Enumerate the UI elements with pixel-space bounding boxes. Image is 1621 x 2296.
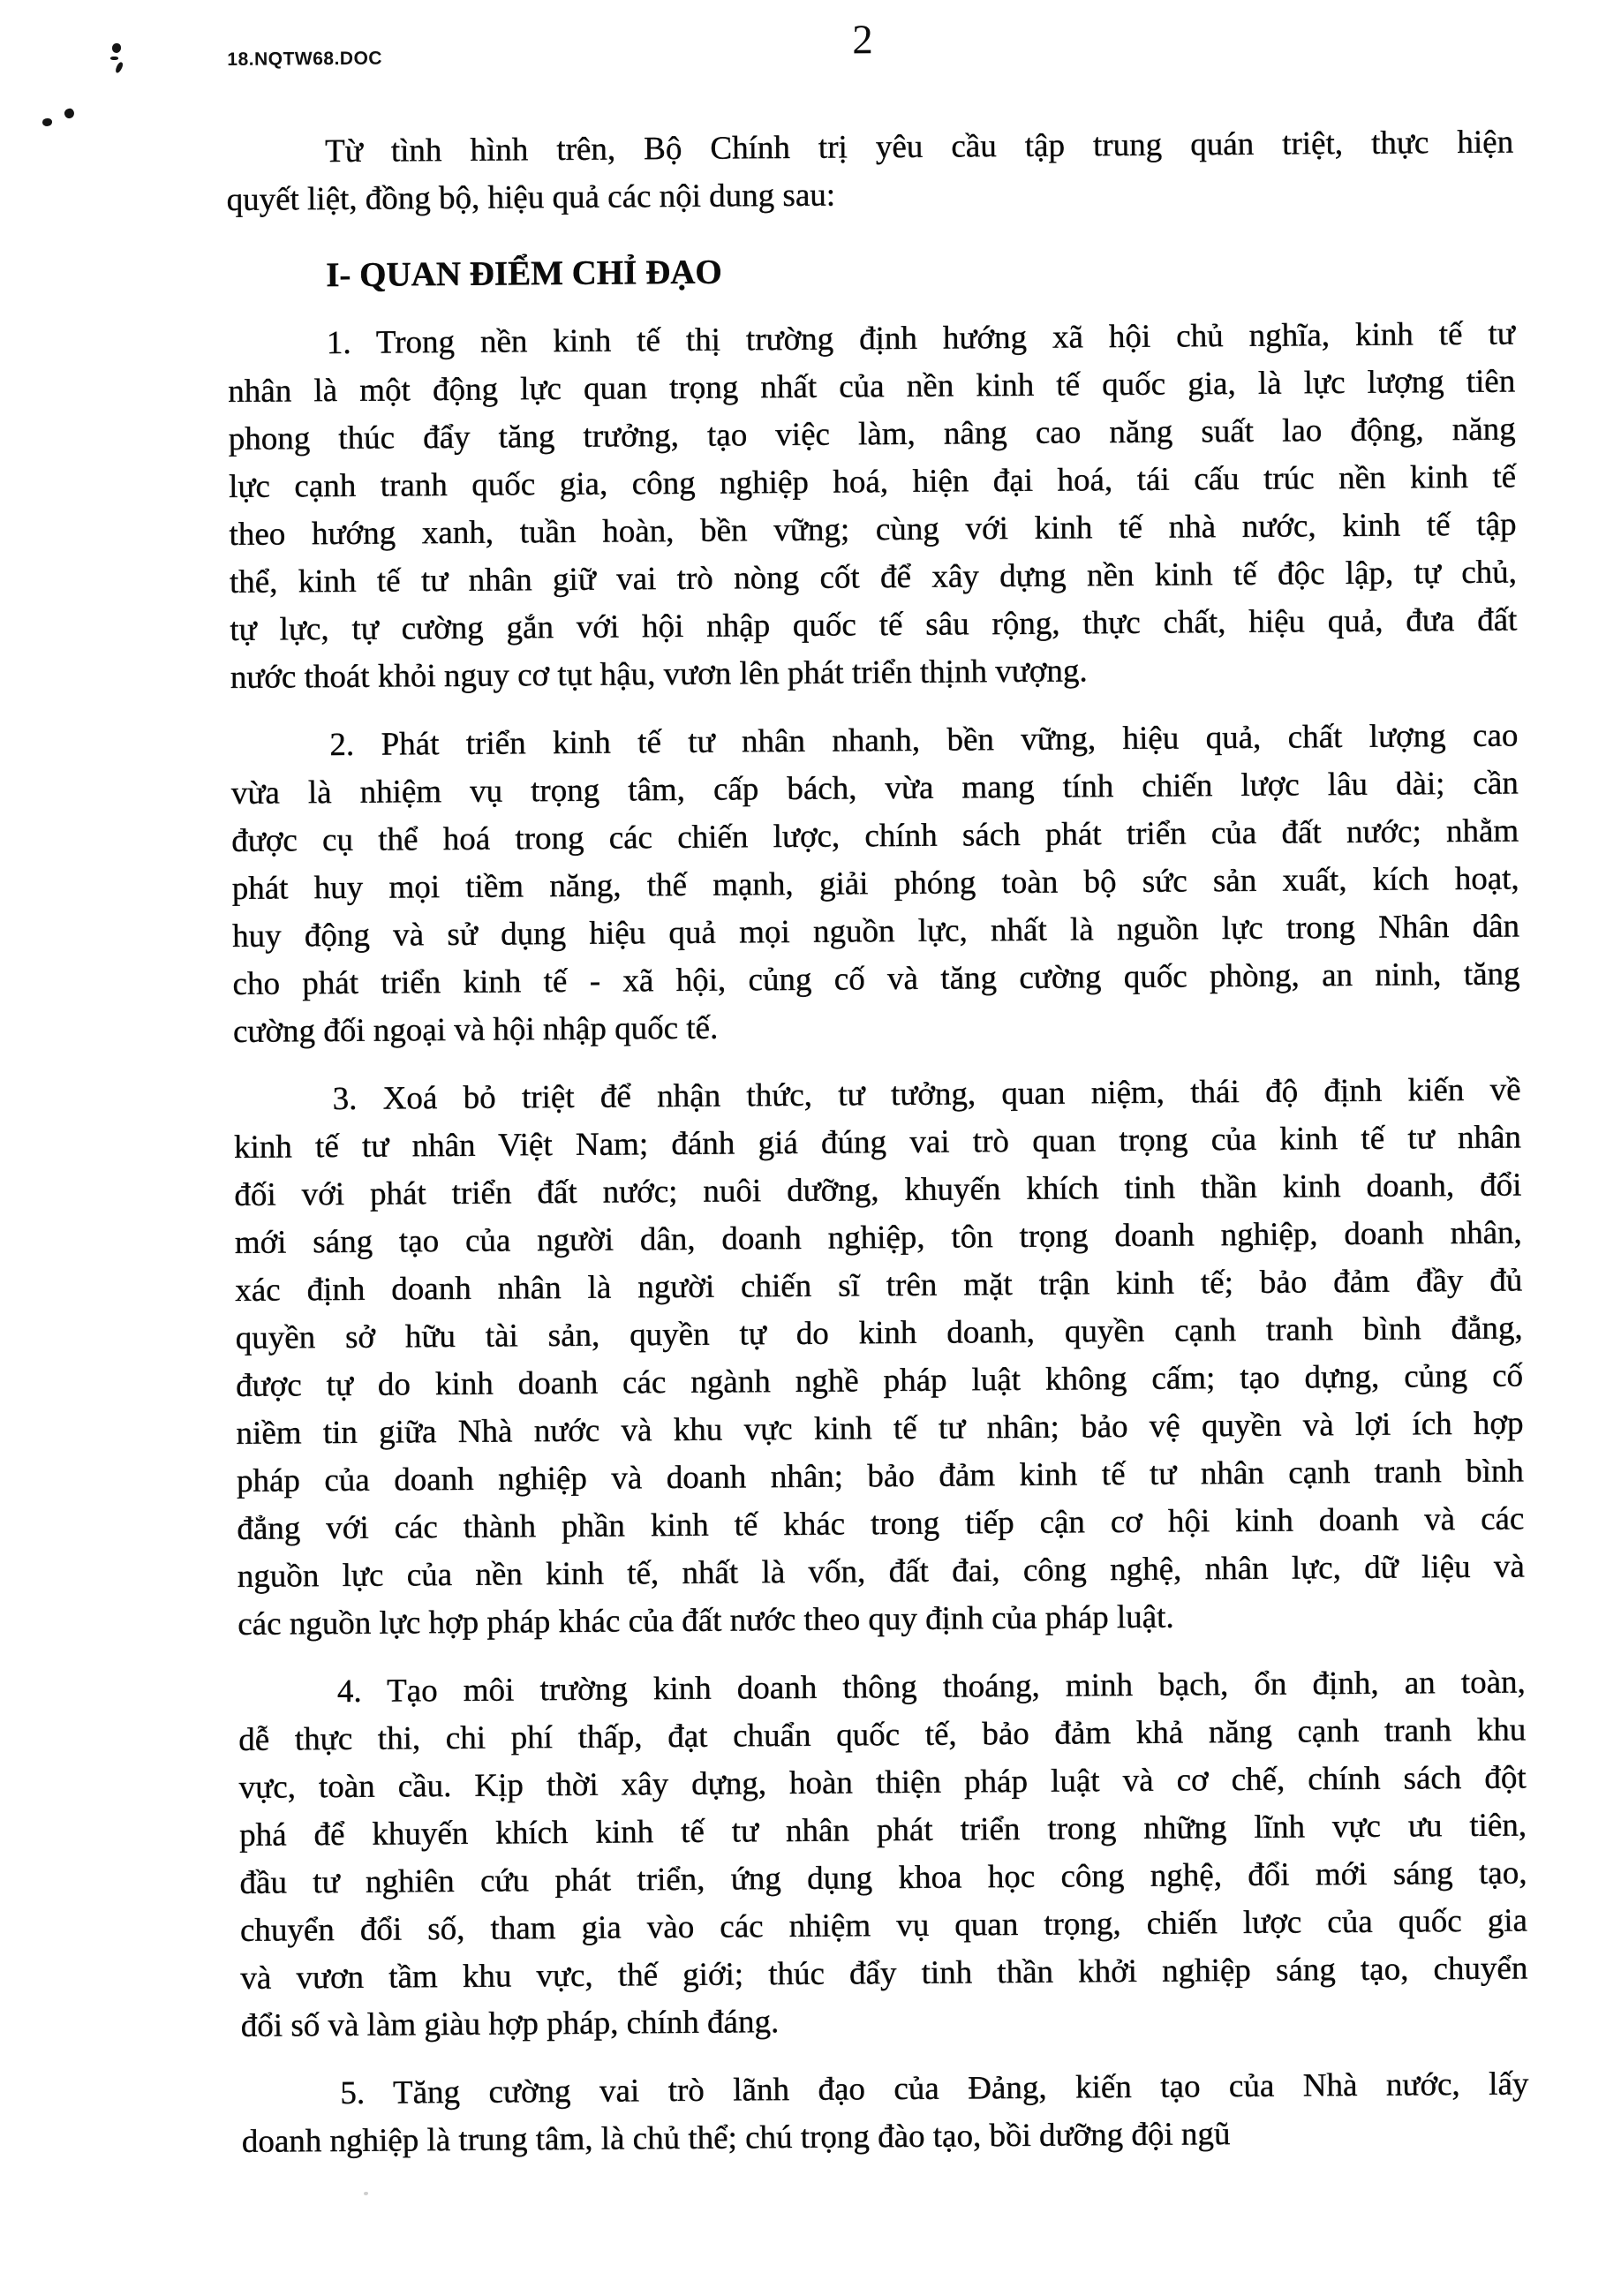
- text-line: đổi số và làm giàu hợp pháp, chính đáng.: [240, 2004, 780, 2044]
- paragraph-2: [230, 713, 1520, 1056]
- text-line: 1. Trong nền kinh tế thị trường định hướng xã hội chủ nghĩa, kinh tế tư: [326, 315, 1515, 362]
- text-line: quyết liệt, đồng bộ, hiệu quả các nội dung sau:: [226, 177, 836, 218]
- text-line: vừa là nhiệm vụ trọng tâm, cấp bách, vừa mang tính chiến lược lâu dài; cần: [230, 765, 1519, 812]
- text-line: huy động và sử dụng hiệu quả mọi nguồn lực, nhất là nguồn lực trong Nhân dân: [231, 908, 1520, 955]
- text-line: 5. Tăng cường vai trò lãnh đạo của Đảng, kiến tạo của Nhà nước, lấy: [340, 2066, 1529, 2112]
- text-line: lực cạnh tranh quốc gia, công nghiệp hoá, hiện đại hoá, tái cấu trúc nền kinh tế: [228, 458, 1517, 505]
- text-line: chuyển đổi số, tham gia vào các nhiệm vụ quan trọng, chiến lược của quốc gia: [239, 1902, 1528, 1949]
- text-line: niềm tin giữa Nhà nước và khu vực kinh tế tư nhân; bảo vệ quyền và lợi ích hợp: [236, 1405, 1524, 1452]
- text-line: mới sáng tạo của người dân, doanh nghiệp, tôn trọng doanh nghiệp, doanh nhân,: [234, 1214, 1522, 1261]
- text-line: nhân là một động lực quan trọng nhất của nền kinh tế quốc gia, là lực lượng tiên: [228, 363, 1516, 410]
- text-line: thể, kinh tế tư nhân giữ vai trò nòng cốt để xây dựng nền kinh tế độc lập, tự chủ,: [229, 554, 1518, 600]
- text-line: dễ thực thi, chi phí thấp, đạt chuẩn quốc tế, bảo đảm khả năng cạnh tranh khu: [238, 1711, 1527, 1758]
- document-filename: 18.NQTW68.DOC: [227, 48, 383, 70]
- text-line: doanh nghiệp là trung tâm, là chủ thể; chú trọng đào tạo, bồi dưỡng đội ngũ: [241, 2116, 1231, 2160]
- text-line: cường đối ngoại và hội nhập quốc tế.: [232, 1009, 719, 1050]
- text-line: đẳng với các thành phần kinh tế khác trong tiếp cận cơ hội kinh doanh và các: [237, 1500, 1525, 1547]
- text-line: được cụ thể hoá trong các chiến lược, chính sách phát triển của đất nước; nhằm: [231, 812, 1519, 859]
- text-line: Từ tình hình trên, Bộ Chính trị yêu cầu tập trung quán triệt, thực hiện: [325, 124, 1514, 170]
- text-line: theo hướng xanh, tuần hoàn, bền vững; cùng với kinh tế nhà nước, kinh tế tập: [229, 506, 1517, 553]
- text-line: tự lực, tự cường gắn với hội nhập quốc tế sâu rộng, thực chất, hiệu quả, đưa đất: [230, 601, 1518, 648]
- text-line: đối với phát triển đất nước; nuôi dưỡng, khuyến khích tinh thần kinh doanh, đổi: [234, 1167, 1522, 1213]
- paragraph-3: [233, 1067, 1525, 1649]
- text-line: phá để khuyến khích kinh tế tư nhân phát triển trong những lĩnh vực ưu tiên,: [238, 1807, 1527, 1854]
- intro-paragraph: [226, 119, 1514, 224]
- page-number: 2: [851, 17, 873, 64]
- text-line: các nguồn lực hợp pháp khác của đất nước theo quy định của pháp luật.: [237, 1598, 1174, 1643]
- text-line: quyền sở hữu tài sản, quyền tự do kinh doanh, quyền cạnh tranh bình đẳng,: [235, 1310, 1523, 1356]
- text-line: 4. Tạo môi trường kinh doanh thông thoáng, minh bạch, ổn định, an toàn,: [336, 1664, 1526, 1711]
- text-line: được tự do kinh doanh các ngành nghề pháp luật không cấm; tạo dựng, củng cố: [235, 1357, 1524, 1404]
- text-line: xác định doanh nhân là người chiến sĩ trên mặt trận kinh tế; bảo đảm đầy đủ: [235, 1262, 1523, 1309]
- text-line: kinh tế tư nhân Việt Nam; đánh giá đúng vai trò quan trọng của kinh tế tư nhân: [233, 1119, 1522, 1166]
- text-line: vực, toàn cầu. Kịp thời xây dựng, hoàn thiện pháp luật và cơ chế, chính sách đột: [238, 1759, 1527, 1806]
- text-line: cho phát triển kinh tế - xã hội, củng cố và tăng cường quốc phòng, an ninh, tăng: [232, 955, 1520, 1002]
- section-heading: I- QUAN ĐIỂM CHỈ ĐẠO: [326, 253, 722, 295]
- text-line: 2. Phát triển kinh tế tư nhân nhanh, bền vững, hiệu quả, chất lượng cao: [329, 717, 1519, 764]
- text-line: nước thoát khỏi nguy cơ tụt hậu, vươn lên phát triển thịnh vượng.: [230, 653, 1088, 696]
- paragraph-4: [238, 1658, 1528, 2050]
- text-line: phát huy mọi tiềm năng, thế mạnh, giải phóng toàn bộ sức sản xuất, kích hoạt,: [231, 860, 1519, 907]
- text-line: phong thúc đẩy tăng trưởng, tạo việc làm, nâng cao năng suất lao động, năng: [228, 411, 1516, 457]
- text-line: nguồn lực của nền kinh tế, nhất là vốn, đất đai, công nghệ, nhân lực, dữ liệu và: [237, 1548, 1525, 1595]
- text-line: và vươn tầm khu vực, thế giới; thúc đẩy tinh thần khởi nghiệp sáng tạo, chuyển: [240, 1950, 1528, 1997]
- text-line: đầu tư nghiên cứu phát triển, ứng dụng khoa học công nghệ, đổi mới sáng tạo,: [239, 1854, 1527, 1901]
- paragraph-5: [241, 2060, 1529, 2165]
- text-line: 3. Xoá bỏ triệt để nhận thức, tư tưởng, quan niệm, thái độ định kiến về: [332, 1071, 1521, 1118]
- document-body: [226, 119, 1529, 2166]
- text-line: pháp của doanh nghiệp và doanh nhân; bảo đảm kinh tế tư nhân cạnh tranh bình: [236, 1453, 1525, 1499]
- paragraph-1: [228, 311, 1518, 702]
